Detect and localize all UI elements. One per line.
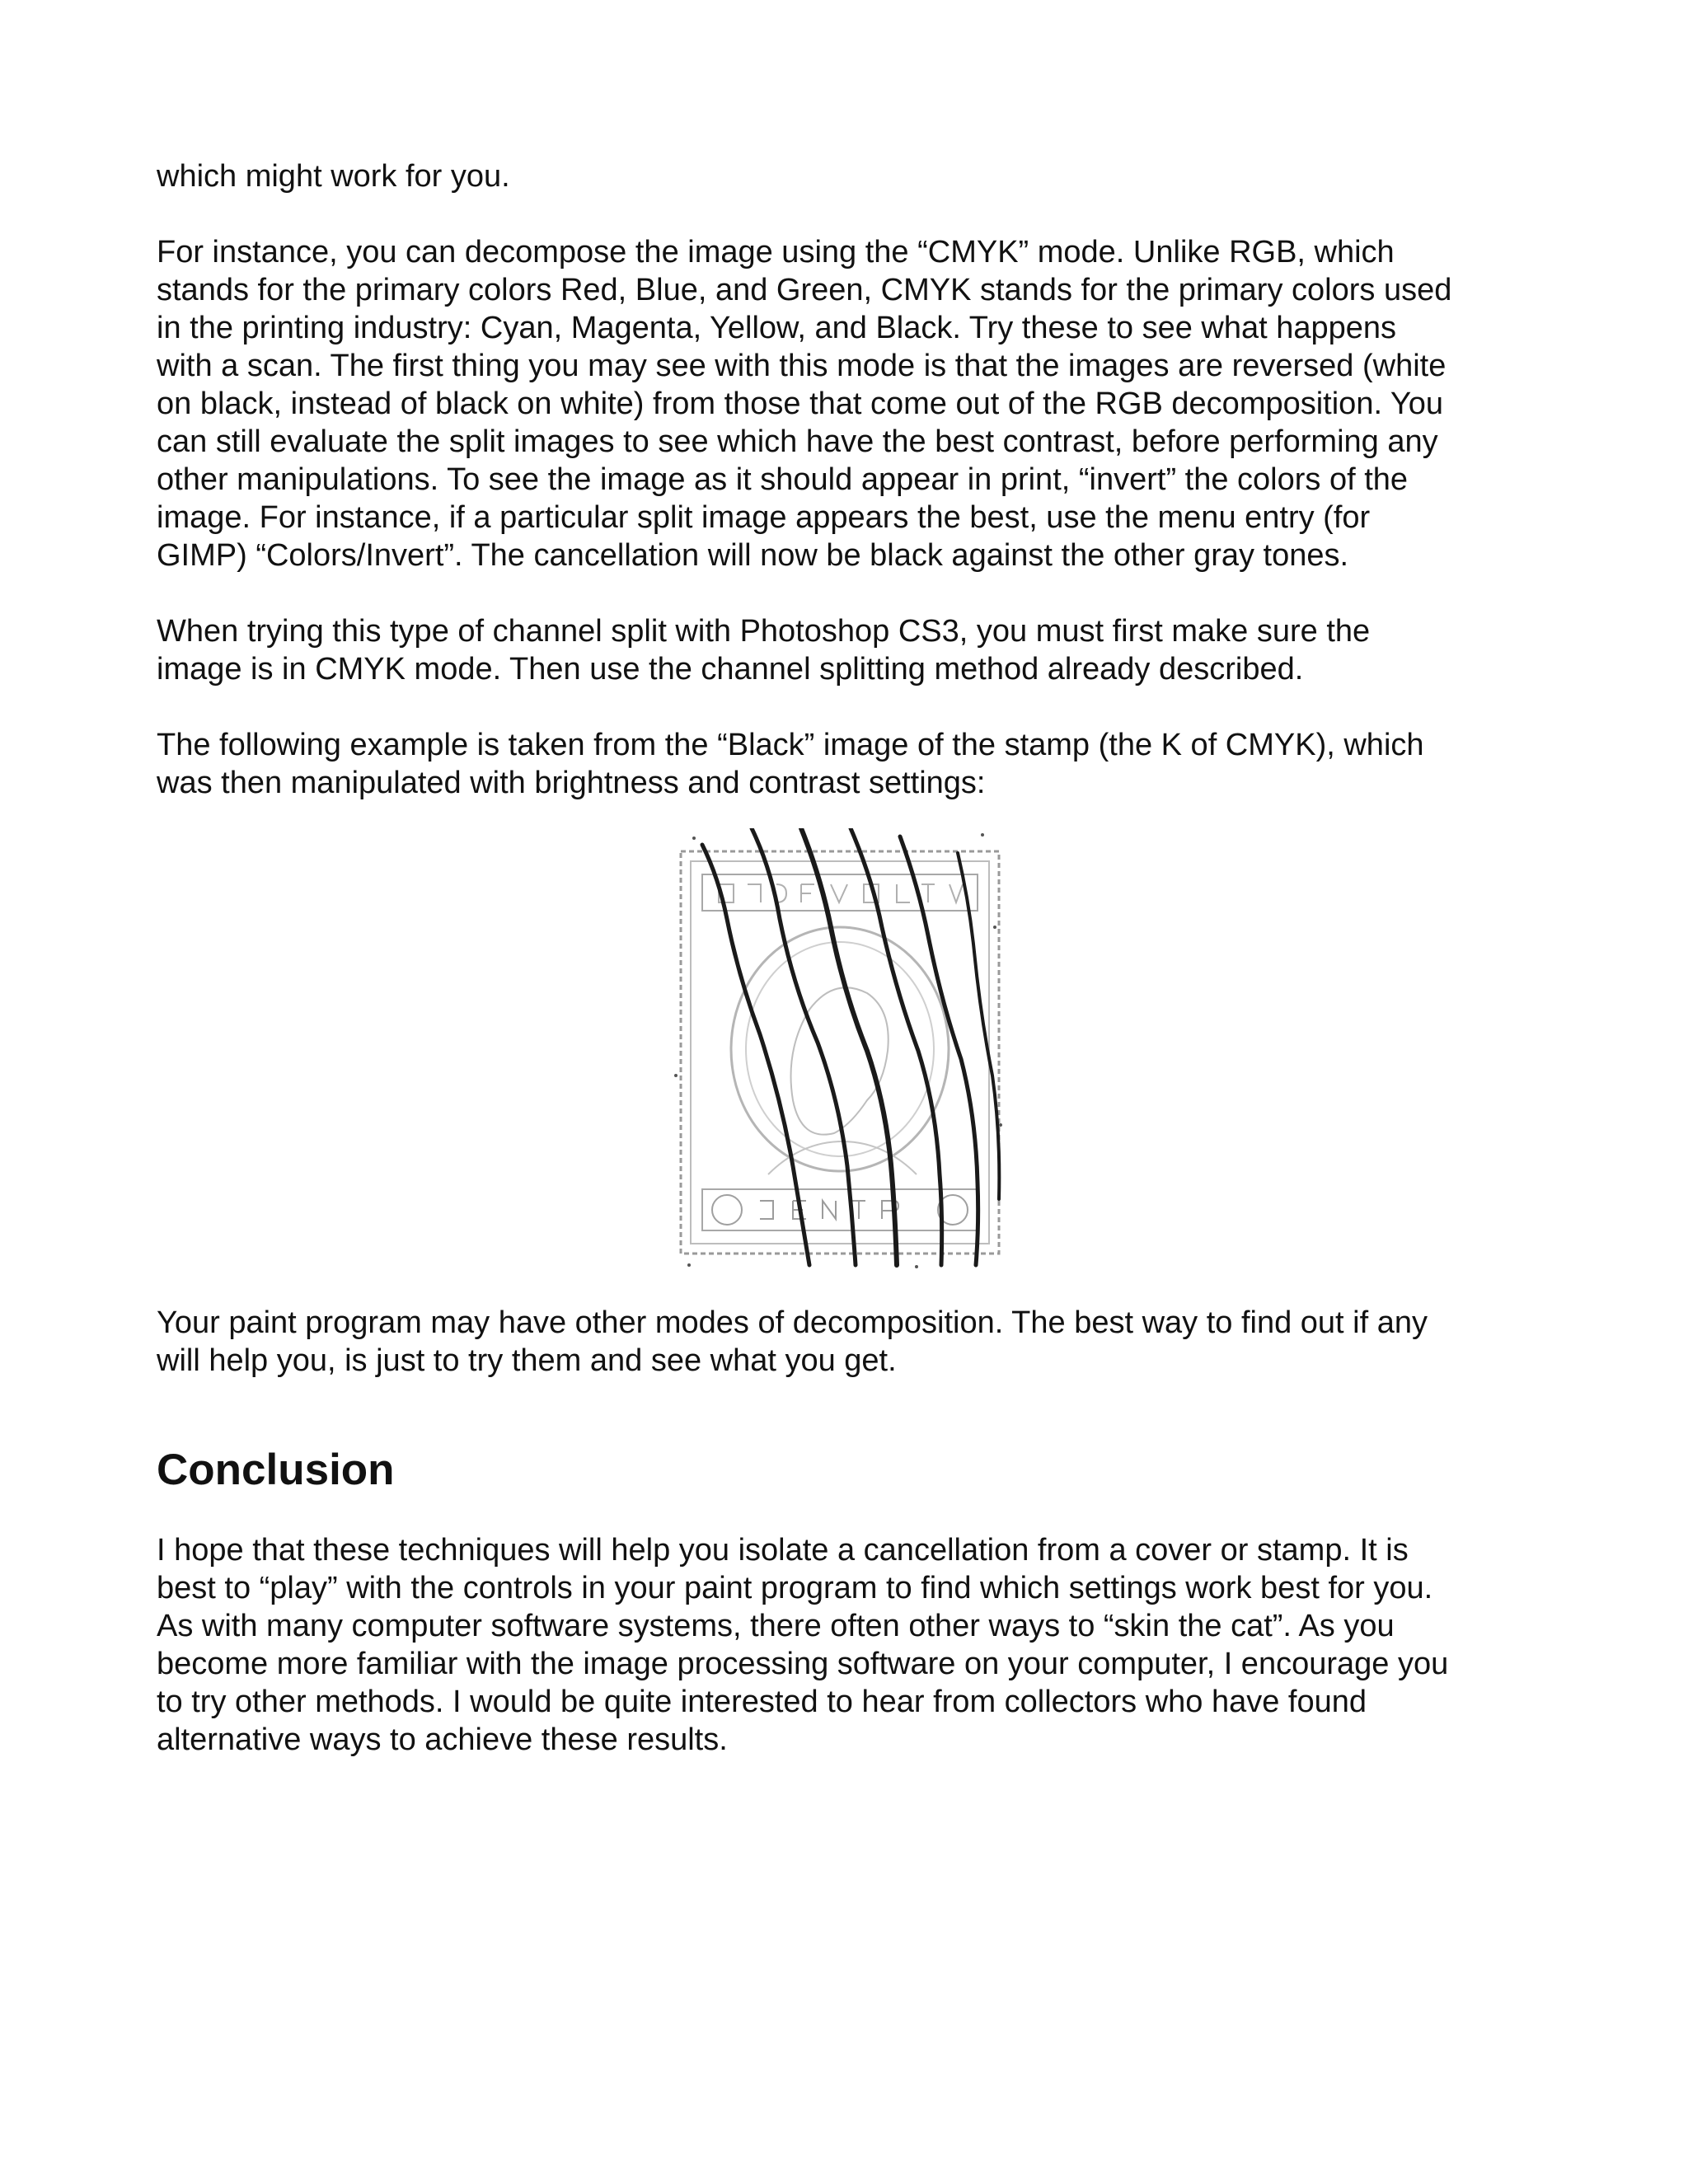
stamp-icon: [669, 828, 1010, 1273]
paragraph-cmyk-mode: For instance, you can decompose the image using the “CMYK” mode. Unlike RGB, which stands for the primary colors Red, Blue, and Green, CMYK stands for the primary colors used in the printing industry: Cyan, Magenta, Yellow, and Black. Try these to see what happens with a scan. The first thing you may see with this mode is that the images are reversed (white on black, instead of black on white) from those that come out of the RGB decomposition. You can still evaluate the split images to see which have the best contrast, before performing any other manipulations. To see the image as it should appear in print, “invert” the colors of the image. For instance, if a particular split image appears the best, use the menu entry (for GIMP) “Colors/Invert”. The cancellation will now be black against the other gray tones.: [157, 235, 1452, 573]
paragraph-intro-fragment: which might work for you.: [157, 159, 510, 194]
stamp-cancellation-image: [669, 828, 1010, 1273]
paragraph-example-intro: The following example is taken from the “Black” image of the stamp (the K of CMYK), which was then manipulated with brightness and contrast settings:: [157, 728, 1424, 800]
paragraph-conclusion: I hope that these techniques will help you isolate a cancellation from a cover or stamp. It is best to “play” with the controls in your paint program to find which settings work best for you. As with many computer software systems, there often other ways to “skin the cat”. As you become more familiar with the image processing software on your computer, I encourage you to try other methods. I would be quite interested to hear from collectors who have found alternative ways to achieve these results.: [157, 1533, 1449, 1757]
paragraph-photoshop-cs3: When trying this type of channel split with Photoshop CS3, you must first make sure the image is in CMYK mode. Then use the channel splitting method already described.: [157, 614, 1371, 687]
heading-conclusion: Conclusion: [157, 1446, 395, 1494]
paragraph-other-modes: Your paint program may have other modes of decomposition. The best way to find out if any will help you, is just to try them and see what you get.: [157, 1305, 1428, 1378]
